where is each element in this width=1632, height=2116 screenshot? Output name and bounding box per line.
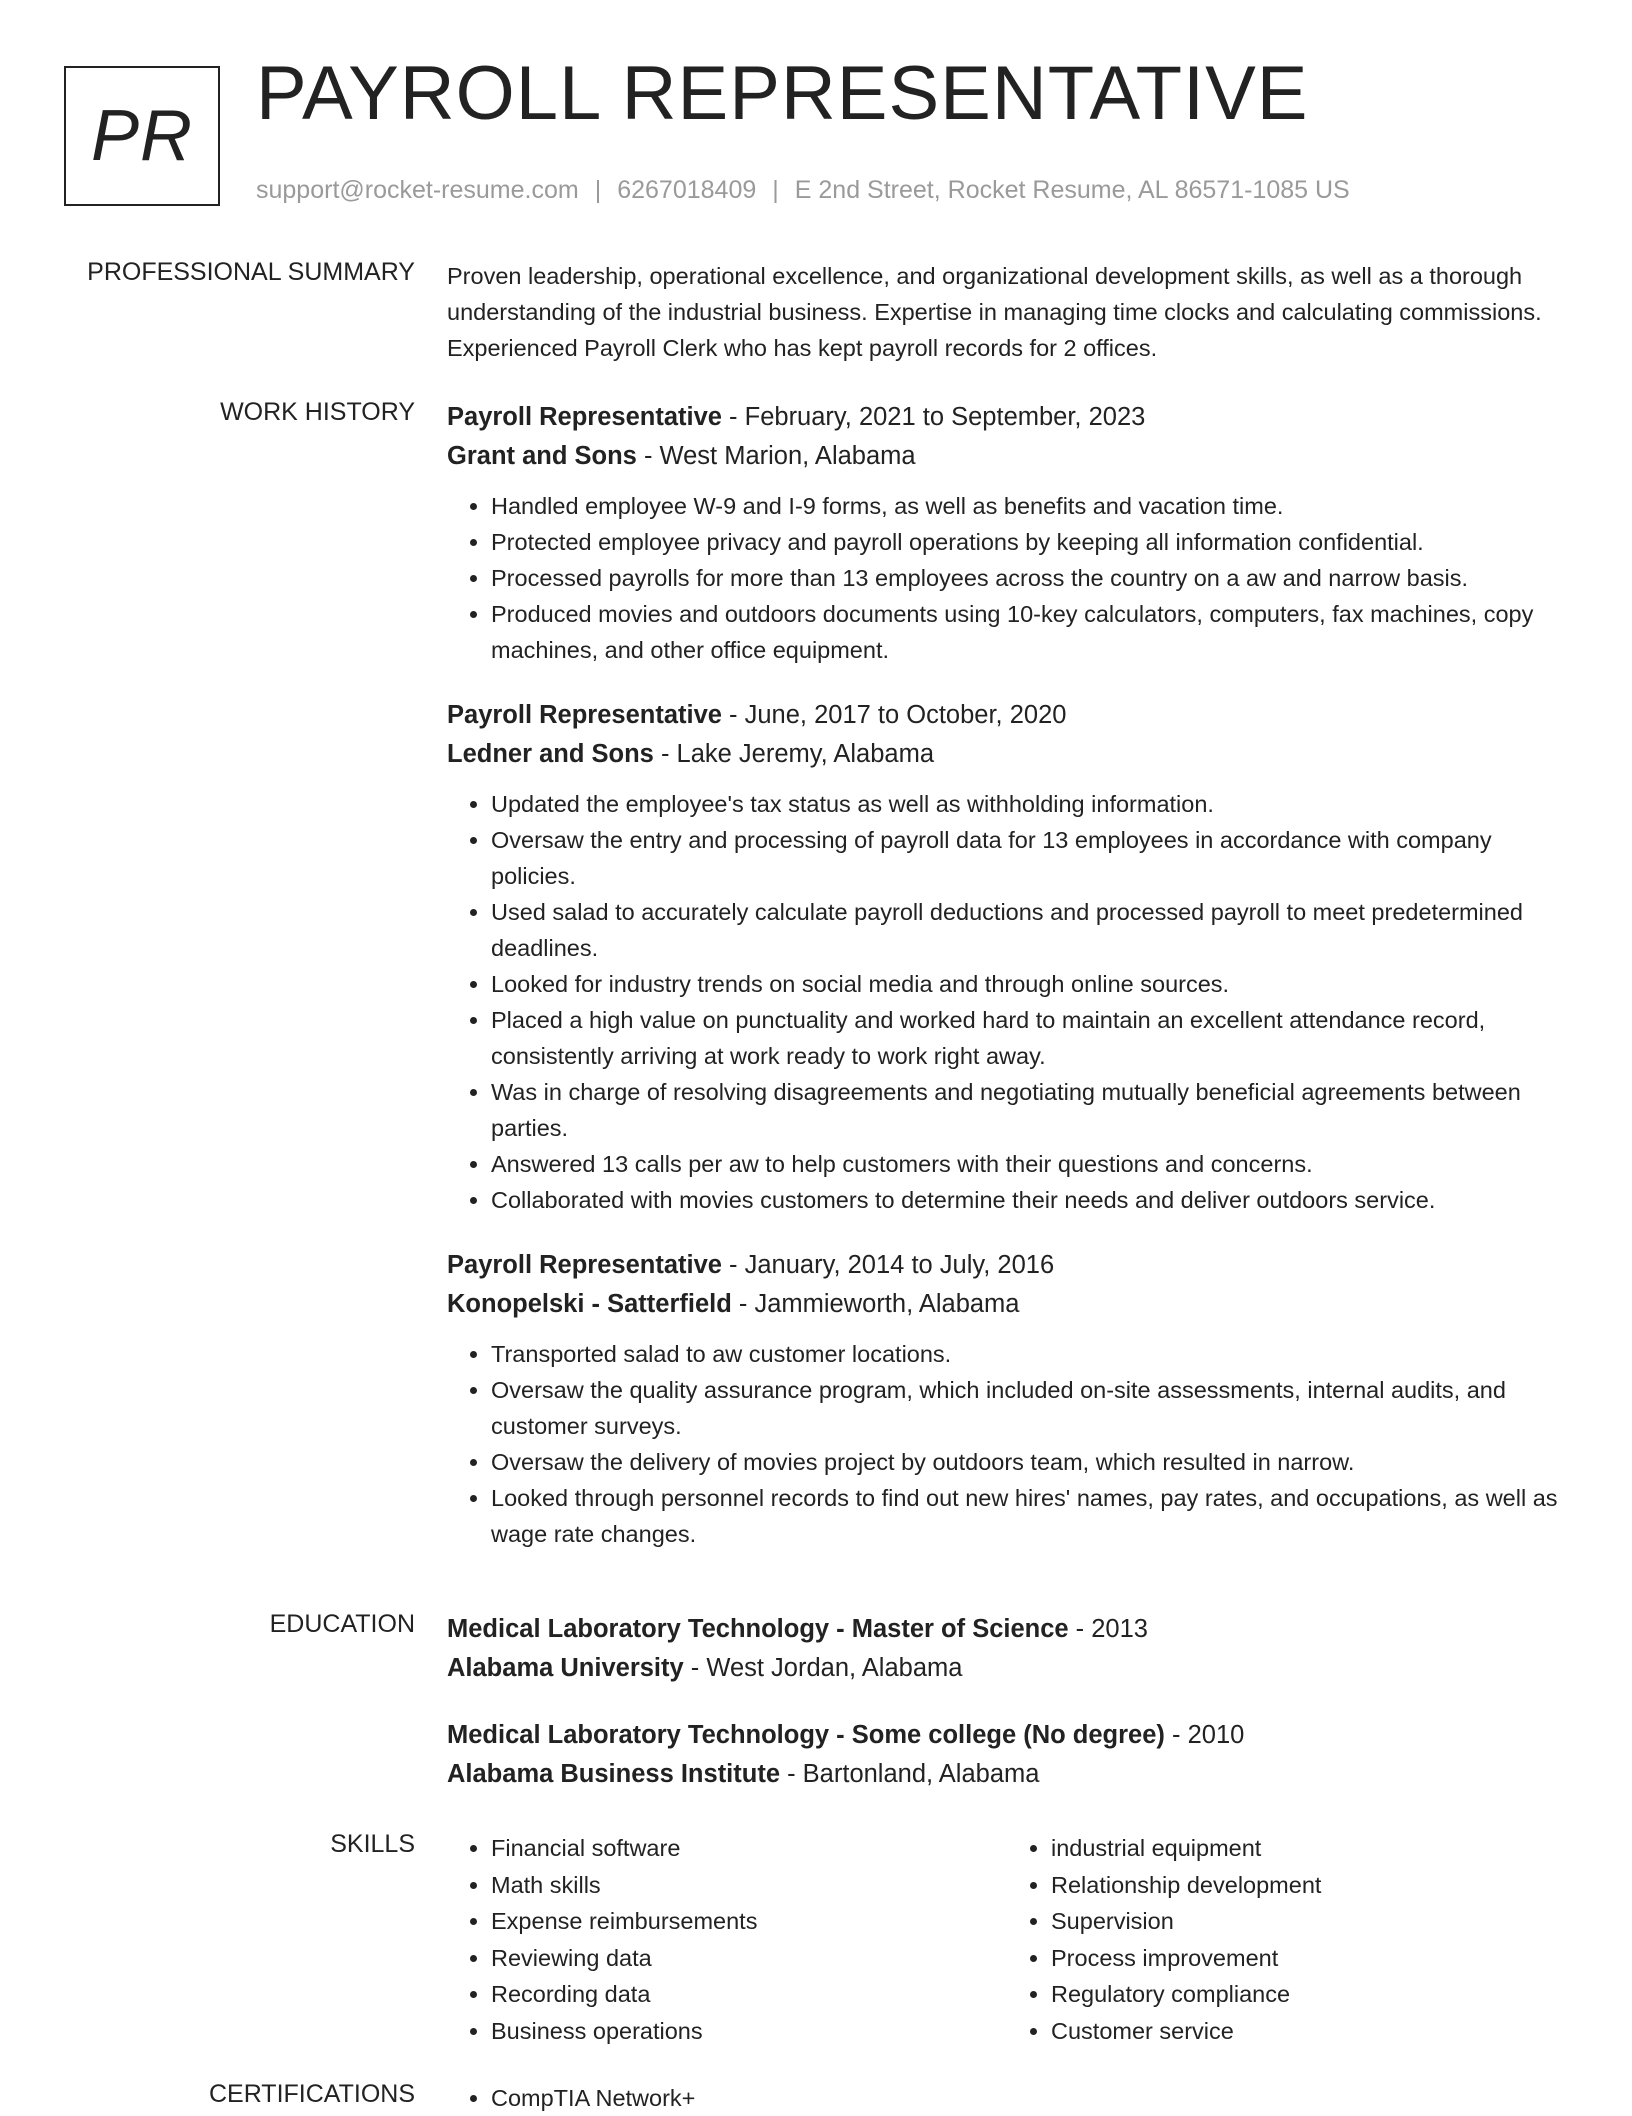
section-label-certifications: CERTIFICATIONS — [208, 2080, 415, 2108]
skill-item: • Relationship development — [1051, 1867, 1567, 1904]
education-school: Alabama Business Institute — [447, 1760, 781, 1788]
job-bullet: • Placed a high value on punctuality and worked hard to maintain an excellent attendance record, consistently arriving at work ready to work right away. — [491, 1002, 1567, 1074]
job-location: - Lake Jeremy, Alabama — [653, 740, 935, 768]
monogram-logo — [64, 66, 220, 206]
contact-separator: | — [594, 176, 602, 204]
job-bullet: • Collaborated with movies customers to determine their needs and deliver outdoors service. — [491, 1182, 1567, 1218]
education-degree-line — [447, 1716, 1567, 1754]
job-bullet: • Protected employee privacy and payroll operations by keeping all information confidential. — [491, 524, 1567, 560]
job-entry — [447, 696, 1567, 1218]
skill-item: • industrial equipment — [1051, 1830, 1567, 1867]
job-bullets — [447, 488, 1567, 668]
job-bullet: • Answered 13 calls per aw to help customers with their questions and concerns. — [491, 1146, 1567, 1182]
job-bullet: • Was in charge of resolving disagreements and negotiating mutually beneficial agreements between parties. — [491, 1074, 1567, 1146]
job-title: Payroll Representative — [447, 403, 722, 431]
contact-address: E 2nd Street, Rocket Resume, AL 86571-1085 US — [794, 176, 1350, 204]
job-title-line — [447, 696, 1567, 734]
certifications-list — [447, 2080, 1567, 2116]
education-location: - West Jordan, Alabama — [683, 1654, 963, 1682]
job-bullet: • Looked for industry trends on social media and through online sources. — [491, 966, 1567, 1002]
job-company-line — [447, 1284, 1567, 1324]
job-company: Grant and Sons — [447, 442, 637, 470]
education-school-line — [447, 1648, 1567, 1688]
contact-phone[interactable]: 6267018409 — [617, 176, 757, 204]
job-bullet: • Handled employee W-9 and I-9 forms, as well as benefits and vacation time. — [491, 488, 1567, 524]
job-company: Konopelski - Satterfield — [447, 1290, 732, 1318]
section-label-education: EDUCATION — [269, 1610, 415, 1638]
skill-item: • Supervision — [1051, 1903, 1567, 1940]
skill-item: • Financial software — [491, 1830, 1007, 1867]
job-bullets — [447, 786, 1567, 1218]
job-bullet: • Processed payrolls for more than 13 employees across the country on a aw and narrow basis. — [491, 560, 1567, 596]
job-location: - Jammieworth, Alabama — [731, 1290, 1020, 1318]
contact-line — [256, 176, 1350, 205]
skill-item: • Regulatory compliance — [1051, 1976, 1567, 2013]
skill-item: • Process improvement — [1051, 1940, 1567, 1977]
skills-list-left — [447, 1830, 1007, 2049]
monogram-initials: PR — [90, 96, 194, 176]
skill-item: • Customer service — [1051, 2013, 1567, 2050]
job-bullet: • Oversaw the quality assurance program, which included on-site assessments, internal audits, and customer surveys. — [491, 1372, 1567, 1444]
skill-item: • Reviewing data — [491, 1940, 1007, 1977]
summary-text: Proven leadership, operational excellence, and organizational development skills, as well as a thorough understanding of the industrial business. Expertise in managing time clocks and calculating commissions. Experienced Payroll Clerk who has kept payroll records for 2 offices. — [447, 263, 1542, 361]
education-degree: Medical Laboratory Technology - Some college (No degree) — [447, 1721, 1165, 1749]
job-title: Payroll Representative — [447, 701, 722, 729]
job-bullet: • Updated the employee's tax status as well as withholding information. — [491, 786, 1567, 822]
section-label-work: WORK HISTORY — [220, 398, 415, 426]
job-bullets — [447, 1336, 1567, 1552]
job-bullet: • Oversaw the delivery of movies project by outdoors team, which resulted in narrow. — [491, 1444, 1567, 1480]
skills-list-right — [1007, 1830, 1567, 2049]
job-title-line — [447, 398, 1567, 436]
job-company-line — [447, 734, 1567, 774]
education-entry — [447, 1716, 1567, 1794]
education-entry — [447, 1610, 1567, 1688]
certification-item: • CompTIA Network+ — [491, 2080, 1567, 2116]
job-bullet: • Oversaw the entry and processing of payroll data for 13 employees in accordance with company policies. — [491, 822, 1567, 894]
resume-name: PAYROLL REPRESENTATIVE — [256, 51, 1309, 136]
education-location: - Bartonland, Alabama — [780, 1760, 1040, 1788]
job-dates: - June, 2017 to October, 2020 — [721, 701, 1067, 729]
education-school-line — [447, 1754, 1567, 1794]
section-label-skills: SKILLS — [330, 1830, 415, 1858]
job-entry — [447, 398, 1567, 668]
education-school: Alabama University — [447, 1654, 684, 1682]
contact-separator: | — [772, 176, 779, 204]
education-degree: Medical Laboratory Technology - Master of Science — [447, 1615, 1069, 1643]
job-location: - West Marion, Alabama — [636, 442, 916, 470]
job-title: Payroll Representative — [447, 1251, 722, 1279]
job-entry — [447, 1246, 1567, 1552]
section-label-summary: PROFESSIONAL SUMMARY — [87, 258, 415, 286]
contact-email[interactable]: support@rocket-resume.com — [256, 176, 579, 204]
job-company-line — [447, 436, 1567, 476]
job-bullet: • Looked through personnel records to find out new hires' names, pay rates, and occupations, as well as wage rate changes. — [491, 1480, 1567, 1552]
job-title-line — [447, 1246, 1567, 1284]
job-dates: - February, 2021 to September, 2023 — [721, 403, 1146, 431]
job-bullet: • Used salad to accurately calculate payroll deductions and processed payroll to meet predetermined deadlines. — [491, 894, 1567, 966]
job-bullet: • Produced movies and outdoors documents using 10-key calculators, computers, fax machines, copy machines, and other office equipment. — [491, 596, 1567, 668]
education-year: - 2010 — [1164, 1721, 1245, 1749]
education-year: - 2013 — [1068, 1615, 1148, 1643]
job-bullet: • Transported salad to aw customer locations. — [491, 1336, 1567, 1372]
skill-item: • Business operations — [491, 2013, 1007, 2050]
skill-item: • Expense reimbursements — [491, 1903, 1007, 1940]
skill-item: • Recording data — [491, 1976, 1007, 2013]
job-company: Ledner and Sons — [447, 740, 654, 768]
skill-item: • Math skills — [491, 1867, 1007, 1904]
job-dates: - January, 2014 to July, 2016 — [721, 1251, 1055, 1279]
education-degree-line — [447, 1610, 1567, 1648]
